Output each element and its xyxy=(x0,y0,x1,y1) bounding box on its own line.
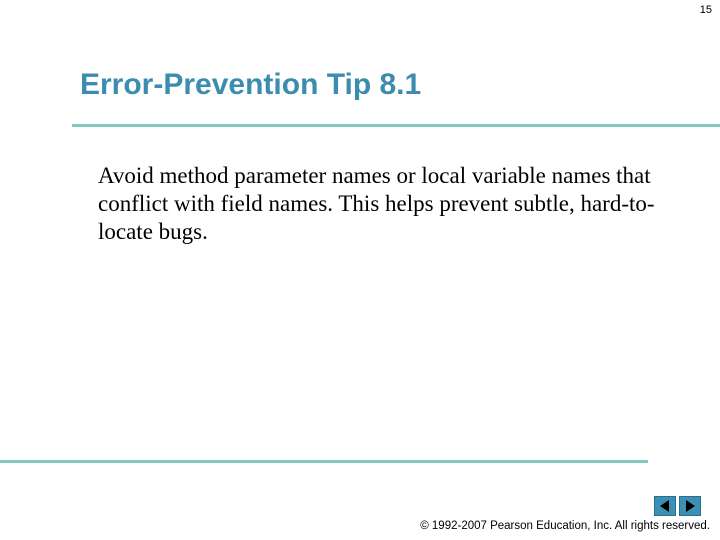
copyright-notice: © 1992-2007 Pearson Education, Inc. All rights reserved. xyxy=(420,520,710,532)
slide-navigation xyxy=(654,496,701,516)
title-divider xyxy=(72,124,720,127)
slide-number: 15 xyxy=(699,4,712,16)
next-slide-button[interactable] xyxy=(679,496,701,516)
footer-divider xyxy=(0,460,648,463)
previous-slide-button[interactable] xyxy=(654,496,676,516)
tip-text: Avoid method parameter names or local variable names that conflict with field names. This helps prevent subtle, hard-to-locate bugs. xyxy=(98,163,655,244)
slide-title: Error-Prevention Tip 8.1 xyxy=(80,68,422,101)
triangle-right-icon xyxy=(683,499,697,513)
triangle-left-icon xyxy=(658,499,672,513)
